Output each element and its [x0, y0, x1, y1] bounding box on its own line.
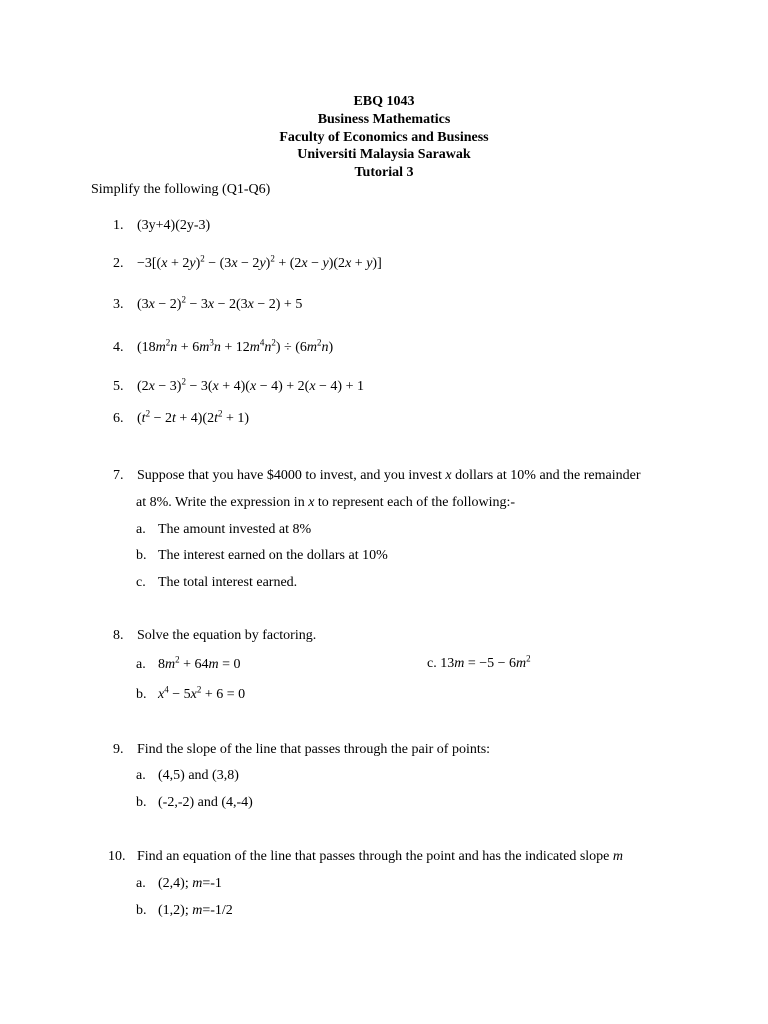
faculty-name: Faculty of Economics and Business [279, 129, 489, 145]
question-number: 7. [113, 468, 124, 483]
question-8a: a. $8m^2 + 64m = 0$ [136, 654, 241, 672]
question-8: 8. Solve the equation by factoring. [113, 628, 317, 643]
question-5 [113, 376, 364, 395]
question-1 [113, 218, 210, 234]
question-7: 7. Suppose that you have $4000 to invest, and you invest x dollars at 10% and the remainder [113, 468, 641, 483]
question-3 [113, 294, 303, 313]
question-8c: c. $13m = -5 - 6m^2$ [427, 653, 531, 671]
question-4 [113, 337, 334, 356]
question-number: 6. [113, 411, 124, 426]
question-expression: $-3[(x + 2y)^2 - (3x - 2y)^2 + (2x - y)(2x + y)]$ [137, 253, 382, 271]
question-10a: a. (2,4); m=-1 [136, 876, 222, 891]
question-expression: $(3x - 2)^2 - 3x - 2(3x - 2) + 5$ [137, 294, 303, 312]
question-number: 1. [113, 218, 124, 233]
instructions: Simplify the following (Q1-Q6) [91, 182, 271, 197]
question-expression: (3y+4)(2y-3) [137, 218, 211, 233]
question-number: 4. [113, 340, 124, 355]
university-name: Universiti Malaysia Sarawak [297, 147, 471, 163]
question-10b: b. (1,2); m=-1/2 [136, 903, 233, 918]
question-6 [113, 408, 250, 427]
question-expression: $(18m^2n + 6m^3n + 12m^4n^2) \div (6m^2n)$ [137, 337, 334, 355]
question-expression: $(2x - 3)^2 - 3(x + 4)(x - 4) + 2(x - 4) + 1$ [137, 376, 364, 394]
document-header [0, 93, 768, 182]
question-number: 9. [113, 742, 124, 757]
question-number: 8. [113, 628, 124, 643]
question-9a: a. (4,5) and (3,8) [136, 768, 239, 783]
question-expression: $(t^2 - 2t + 4)(2t^2 + 1)$ [137, 408, 250, 426]
question-number: 10. [108, 849, 126, 864]
question-7-continued: at 8%. Write the expression in x to represent each of the following:- [136, 495, 516, 510]
question-7c: c. The total interest earned. [136, 575, 298, 590]
question-8b: b. $x^4 - 5x^2 + 6 = 0$ [136, 684, 246, 702]
question-7b: b. The interest earned on the dollars at 10% [136, 548, 388, 563]
question-2 [113, 253, 382, 272]
question-number: 5. [113, 379, 124, 394]
course-name: Business Mathematics [317, 111, 451, 127]
tutorial-title: Tutorial 3 [354, 165, 414, 181]
course-code: EBQ 1043 [353, 94, 415, 109]
question-9b: b. (-2,-2) and (4,-4) [136, 795, 253, 810]
question-number: 3. [113, 297, 124, 312]
question-10: 10. Find an equation of the line that passes through the point and has the indicated slope m [108, 849, 624, 864]
question-9: 9. Find the slope of the line that passes through the pair of points: [113, 742, 491, 757]
question-number: 2. [113, 256, 124, 271]
question-7a: a. The amount invested at 8% [136, 522, 312, 537]
